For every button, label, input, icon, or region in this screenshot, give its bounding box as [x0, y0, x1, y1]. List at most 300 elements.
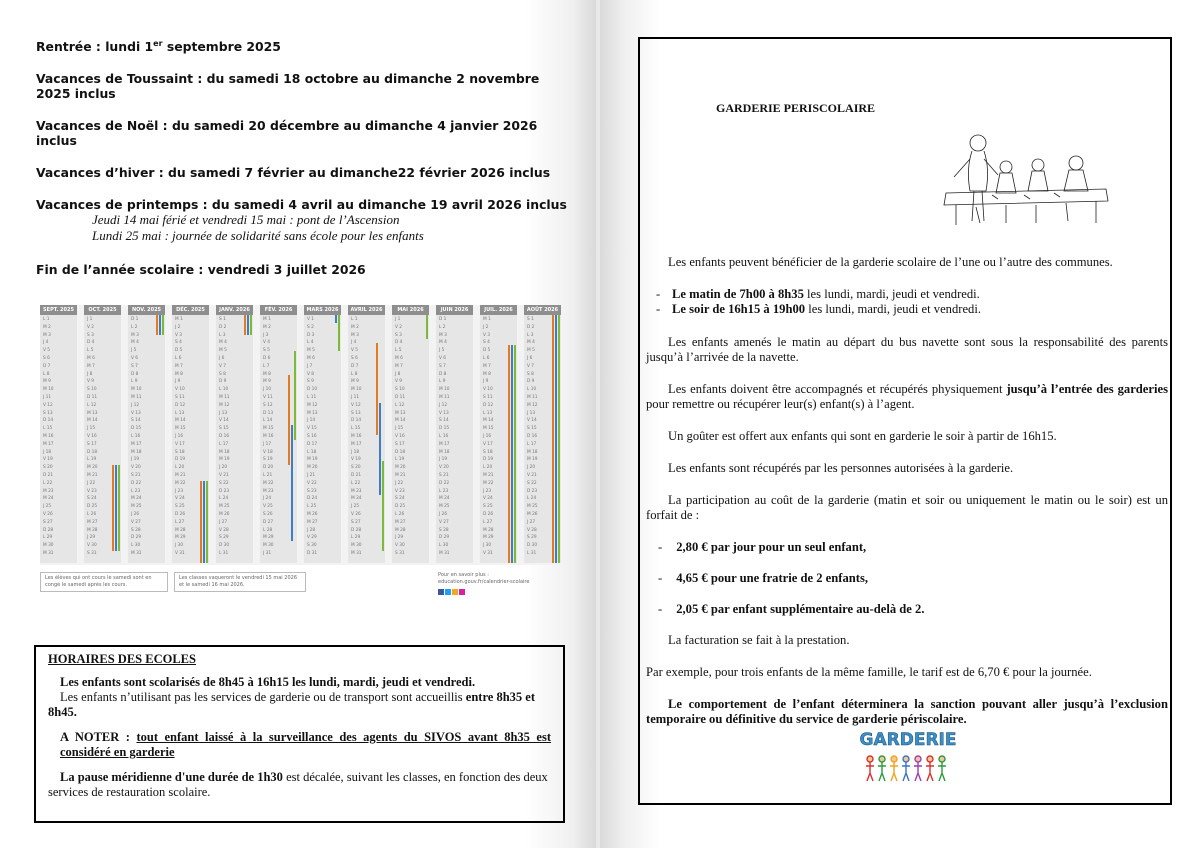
- calendar-day: L 14: [263, 418, 273, 424]
- calendar-day: M 2: [351, 324, 359, 330]
- calendar-day: S 31: [87, 551, 97, 556]
- calendar-month-header: JANV. 2026: [216, 305, 253, 315]
- calendar-day: L 30: [131, 543, 141, 549]
- calendar-day: J 29: [395, 535, 404, 541]
- garderie-participation: La participation au coût de la garderie (matin et soir ou uniquement le matin ou le soir) est un forfait de :: [646, 493, 1168, 522]
- calendar-day: V 21: [527, 473, 537, 478]
- calendar-day: M 13: [307, 410, 318, 416]
- calendar-month: [128, 305, 165, 563]
- calendar-day: S 31: [395, 551, 405, 556]
- calendar-day: J 27: [219, 519, 228, 525]
- garderie-recuperation: Les enfants sont récupérés par les personnes autorisées à la garderie.: [668, 461, 1014, 475]
- calendar-day: M 31: [131, 551, 142, 556]
- calendar-day: J 28: [307, 527, 316, 533]
- calendar-day: J 12: [131, 402, 140, 408]
- calendar-day: V 26: [43, 512, 53, 517]
- calendar-day: M 12: [307, 402, 318, 408]
- calendar-day: M 25: [131, 504, 142, 510]
- calendar-day: S 20: [351, 465, 361, 471]
- calendar-day: J 15: [395, 426, 404, 432]
- calendar-day: S 2: [307, 324, 314, 330]
- left-page: [0, 0, 596, 848]
- holiday-stripe: [203, 481, 205, 563]
- calendar-day: S 25: [483, 504, 493, 510]
- calendar-day: M 5: [527, 348, 535, 354]
- calendar-month-days: [304, 315, 341, 563]
- calendar-day: D 11: [87, 395, 98, 400]
- holiday-stripe: [244, 315, 246, 335]
- calendar-day: D 16: [219, 434, 230, 439]
- calendar-day: V 30: [395, 543, 405, 549]
- calendar-day: S 22: [527, 480, 537, 486]
- garderie-horaires-list: [646, 287, 1168, 317]
- calendar-day: L 9: [131, 379, 138, 385]
- calendar-day: M 28: [87, 527, 98, 533]
- calendar-day: V 9: [87, 379, 95, 385]
- calendar-day: S 8: [219, 371, 226, 377]
- calendar-day: S 10: [395, 387, 405, 393]
- holiday-stripe: [514, 345, 516, 563]
- calendar-day: L 11: [307, 395, 317, 400]
- holiday-stripe: [382, 461, 384, 551]
- calendar-day: M 16: [43, 434, 54, 439]
- calendar-day: S 19: [263, 457, 273, 463]
- calendar-day: V 31: [483, 551, 493, 556]
- calendar-day: D 19: [175, 457, 186, 463]
- school-dates: [36, 36, 576, 294]
- garderie-matin: - Le matin de 7h00 à 8h35 les lundi, mardi, jeudi et vendredi.: [672, 287, 1168, 302]
- calendar-day: M 1: [483, 317, 491, 322]
- calendar-day: V 31: [175, 551, 185, 556]
- calendar-day: J 13: [219, 410, 228, 416]
- calendar-day: M 29: [483, 535, 494, 541]
- calendar-day: V 18: [263, 449, 273, 455]
- calendar-day: L 1: [351, 317, 358, 322]
- calendar-month: [304, 305, 341, 563]
- calendar-day: M 24: [351, 496, 362, 502]
- calendar-day: V 15: [307, 426, 317, 432]
- calendar-day: S 24: [87, 496, 97, 502]
- calendar-day: J 2: [483, 324, 489, 330]
- calendar-day: M 4: [527, 340, 535, 346]
- calendar-day: V 3: [175, 332, 183, 338]
- calendar-day: M 8: [483, 371, 491, 377]
- calendar-day: M 10: [43, 387, 54, 393]
- holiday-stripe: [335, 315, 337, 323]
- holiday-stripe: [294, 351, 296, 440]
- calendar-month-days: [436, 315, 473, 563]
- calendar-day: D 2: [527, 324, 535, 330]
- garderie-soir: - Le soir de 16h15 à 19h00 les lundi, mardi, jeudi et vendredi.: [672, 302, 1168, 317]
- calendar-day: D 15: [439, 426, 450, 432]
- calendar-day: D 20: [263, 465, 274, 471]
- calendar-month: [216, 305, 253, 563]
- calendar-day: D 27: [263, 519, 274, 525]
- calendar-day: S 5: [263, 348, 270, 354]
- calendar-day: J 21: [307, 473, 316, 478]
- calendar-day: J 3: [263, 332, 269, 338]
- calendar-day: S 4: [175, 340, 182, 346]
- calendar-day: D 25: [395, 504, 406, 510]
- calendar-month: [260, 305, 297, 563]
- calendar-day: D 11: [395, 395, 406, 400]
- calendar-day: V 23: [395, 488, 405, 494]
- calendar-day: L 26: [395, 512, 405, 517]
- calendar-day: M 9: [351, 379, 359, 385]
- calendar-day: D 26: [483, 512, 494, 517]
- calendar-day: M 19: [307, 457, 318, 463]
- calendar-day: V 13: [131, 410, 141, 416]
- holiday-stripe: [426, 315, 428, 339]
- calendar-day: J 10: [263, 387, 272, 393]
- calendar-day: V 5: [43, 348, 51, 354]
- calendar-day: L 31: [527, 551, 537, 556]
- calendar-day: V 9: [395, 379, 403, 385]
- calendar-day: J 9: [175, 379, 181, 385]
- calendar-month-days: [260, 315, 297, 563]
- calendar-day: V 14: [219, 418, 229, 424]
- calendar-month-header: AVRIL 2026: [348, 305, 385, 315]
- calendar-day: M 14: [483, 418, 494, 424]
- calendar-day: J 23: [483, 488, 492, 494]
- calendar-day: M 21: [395, 473, 406, 478]
- calendar-day: V 24: [175, 496, 185, 502]
- calendar-day: M 18: [439, 449, 450, 455]
- holiday-stripe: [379, 403, 381, 495]
- calendar-day: J 8: [87, 371, 93, 377]
- printemps-line: Vacances de printemps : du samedi 4 avril au dimanche 19 avril 2026 inclus: [36, 197, 567, 213]
- calendar-day: M 17: [439, 441, 450, 447]
- calendar-day: V 29: [307, 535, 317, 541]
- calendar-day: J 15: [87, 426, 96, 432]
- calendar-month-header: SEPT. 2025: [40, 305, 77, 315]
- calendar-day: M 16: [351, 434, 362, 439]
- calendar-day: M 6: [87, 356, 95, 361]
- calendar-day: D 29: [131, 535, 142, 541]
- social-icons: [438, 589, 558, 598]
- calendar-day: L 3: [219, 332, 226, 338]
- calendar-day: M 3: [439, 332, 447, 338]
- calendar-day: M 17: [351, 441, 362, 447]
- calendar-day: J 20: [219, 465, 228, 471]
- holiday-stripe: [159, 315, 161, 335]
- calendar-day: S 27: [351, 519, 361, 525]
- calendar-day: M 22: [483, 480, 494, 486]
- garderie-intro: Les enfants peuvent bénéficier de la garderie scolaire de l’une ou l’autre des communes.: [668, 255, 1113, 269]
- calendar-day: L 22: [43, 480, 53, 486]
- calendar-day: L 8: [43, 371, 50, 377]
- calendar-day: S 11: [483, 395, 493, 400]
- calendar-day: L 7: [263, 363, 270, 369]
- facebook-icon: [438, 589, 444, 595]
- calendar-day: S 7: [439, 363, 446, 369]
- calendar-day: V 26: [351, 512, 361, 517]
- calendar-day: M 14: [87, 418, 98, 424]
- calendar-day: D 6: [263, 356, 271, 361]
- calendar-day: L 2: [439, 324, 446, 330]
- calendar-day: L 9: [439, 379, 446, 385]
- calendar-footer: [40, 572, 565, 598]
- horaires-title: HORAIRES DES ECOLES: [48, 652, 196, 666]
- holiday-stripe: [200, 481, 202, 563]
- calendar-day: J 2: [175, 324, 181, 330]
- calendar-day: L 19: [87, 457, 97, 463]
- calendar-day: M 3: [43, 332, 51, 338]
- calendar-day: S 18: [483, 449, 493, 455]
- calendar-day: D 21: [351, 473, 362, 478]
- calendar-day: V 27: [131, 519, 141, 525]
- calendar-day: L 1: [43, 317, 50, 322]
- calendar-day: V 13: [439, 410, 449, 416]
- calendar-day: L 18: [307, 449, 317, 455]
- garderie-box: [638, 37, 1172, 805]
- calendar-day: J 5: [439, 348, 445, 354]
- calendar-day: L 29: [43, 535, 53, 541]
- calendar-month-header: AOÛT 2026: [524, 305, 561, 315]
- calendar-day: M 18: [527, 449, 538, 455]
- calendar-day: S 13: [351, 410, 361, 416]
- calendar-day: M 11: [527, 395, 538, 400]
- calendar-day: S 3: [87, 332, 94, 338]
- calendar-day: L 23: [439, 488, 449, 494]
- calendar-day: J 30: [175, 543, 184, 549]
- calendar-day: M 23: [43, 488, 54, 494]
- calendar-day: J 1: [87, 317, 93, 322]
- calendar-day: L 13: [483, 410, 493, 416]
- garderie-exemple: Par exemple, pour trois enfants de la même famille, le tarif est de 6,70 € pour la journée.: [646, 665, 1092, 679]
- calendar-month-days: [524, 315, 561, 563]
- calendar-day: M 7: [483, 363, 491, 369]
- calendar-day: M 7: [87, 363, 95, 369]
- calendar-day: J 12: [439, 402, 448, 408]
- horaires-p2: A NOTER : tout enfant laissé à la surveillance des agents du SIVOS avant 8h35 est considéré en garderie: [60, 730, 552, 759]
- calendar-day: V 17: [483, 441, 493, 447]
- calendar-day: V 20: [131, 465, 141, 471]
- calendar-day: J 29: [87, 535, 96, 541]
- calendar-day: D 1: [439, 317, 447, 322]
- calendar-day: M 18: [131, 449, 142, 455]
- calendar-day: J 22: [395, 480, 404, 486]
- calendar-day: M 28: [483, 527, 494, 533]
- holiday-stripe: [555, 315, 557, 563]
- calendar-day: L 22: [351, 480, 361, 486]
- calendar-day: M 29: [263, 535, 274, 541]
- calendar-day: S 25: [175, 504, 185, 510]
- garderie-accompagnement: Les enfants doivent être accompagnés et récupérés physiquement jusqu’à l’entrée des garderies pour remettre ou récupérer leur(s) enfant(s) à l’agent.: [646, 382, 1168, 411]
- calendar-day: D 3: [307, 332, 315, 338]
- calendar-day: M 9: [43, 379, 51, 385]
- calendar-day: V 21: [219, 473, 229, 478]
- calendar-day: M 7: [395, 363, 403, 369]
- calendar-day: L 23: [131, 488, 141, 494]
- calendar-day: D 28: [351, 527, 362, 533]
- calendar-month-header: MAI 2026: [392, 305, 429, 315]
- garderie-title: GARDERIE PERISCOLAIRE: [716, 101, 876, 115]
- noel-line: Vacances de Noël : du samedi 20 décembre au dimanche 4 janvier 2026 inclus: [36, 118, 538, 149]
- calendar-day: S 15: [219, 426, 229, 432]
- fin-annee-line: Fin de l’année scolaire : vendredi 3 juillet 2026: [36, 262, 366, 278]
- calendar-day: D 5: [175, 348, 183, 354]
- tarif-2: - 4,65 € pour une fratrie de 2 enfants,: [658, 571, 869, 585]
- calendar-day: M 30: [351, 543, 362, 549]
- garderie-text: [646, 255, 1168, 744]
- calendar-day: S 20: [43, 465, 53, 471]
- twitter-icon: [445, 589, 451, 595]
- calendar-day: D 14: [351, 418, 362, 424]
- calendar-day: M 26: [219, 512, 230, 517]
- calendar-day: M 5: [307, 348, 315, 354]
- calendar-day: V 6: [439, 356, 447, 361]
- calendar-day: M 27: [307, 519, 318, 525]
- calendar-day: L 29: [351, 535, 361, 541]
- calendar-day: D 7: [351, 363, 359, 369]
- calendar-day: M 8: [175, 371, 183, 377]
- calendar-day: D 4: [87, 340, 95, 346]
- calendar-day: D 13: [263, 410, 274, 416]
- calendar-day: L 15: [351, 426, 361, 432]
- calendar-day: J 16: [483, 434, 492, 439]
- calendar-day: M 27: [395, 519, 406, 525]
- calendar-day: L 5: [87, 348, 94, 354]
- calendar-day: J 11: [43, 395, 52, 400]
- calendar-day: S 24: [395, 496, 405, 502]
- calendar-day: L 24: [219, 496, 229, 502]
- calendar-day: J 1: [395, 317, 401, 322]
- calendar-day: V 7: [219, 363, 227, 369]
- instagram-icon: [459, 589, 465, 595]
- calendar-day: D 31: [307, 551, 318, 556]
- calendar-day: J 6: [527, 356, 533, 361]
- calendar-day: D 23: [527, 488, 538, 494]
- calendar-day: D 29: [439, 535, 450, 541]
- calendar-day: J 25: [351, 504, 360, 510]
- calendar-day: S 8: [527, 371, 534, 377]
- calendar-day: M 7: [175, 363, 183, 369]
- calendar-month: [40, 305, 77, 563]
- calendar-day: L 10: [219, 387, 229, 393]
- holiday-stripe: [206, 481, 208, 563]
- calendar-day: J 9: [483, 379, 489, 385]
- calendar-day: M 13: [87, 410, 98, 416]
- calendar-day: L 21: [263, 473, 273, 478]
- calendar-day: S 17: [87, 441, 97, 447]
- calendar-day: V 2: [87, 324, 95, 330]
- calendar-month: [172, 305, 209, 563]
- calendar-day: V 16: [395, 434, 405, 439]
- calendar-day: M 3: [131, 332, 139, 338]
- calendar-day: V 10: [175, 387, 185, 393]
- calendar-day: D 5: [483, 348, 491, 354]
- garderie-facturation: La facturation se fait à la prestation.: [668, 633, 850, 647]
- calendar-day: V 11: [263, 395, 273, 400]
- calendar-day: D 21: [43, 473, 54, 478]
- calendar-day: M 31: [43, 551, 54, 556]
- calendar-day: J 14: [307, 418, 316, 424]
- calendar-day: M 8: [263, 371, 271, 377]
- calendar-day: S 14: [131, 418, 141, 424]
- calendar-day: L 17: [219, 441, 229, 447]
- calendar-day: D 15: [131, 426, 142, 432]
- ascension-note: Jeudi 14 mai férié et vendredi 15 mai : pont de l’Ascension: [92, 212, 400, 228]
- calendar-day: M 26: [307, 512, 318, 517]
- calendar-day: S 1: [527, 317, 534, 322]
- calendar-day: M 10: [351, 387, 362, 393]
- calendar-day: V 5: [351, 348, 359, 354]
- calendar-day: J 26: [131, 512, 140, 517]
- calendar-day: M 31: [351, 551, 362, 556]
- calendar-day: D 25: [87, 504, 98, 510]
- calendar-day: M 28: [175, 527, 186, 533]
- toussaint-line: Vacances de Toussaint : du samedi 18 octobre au dimanche 2 novembre 2025 inclus: [36, 71, 540, 102]
- calendar-day: M 24: [131, 496, 142, 502]
- calendar-day: J 18: [351, 449, 360, 455]
- calendar-day: D 30: [219, 543, 230, 549]
- calendar-day: J 24: [263, 496, 272, 502]
- calendar-day: J 8: [395, 371, 401, 377]
- calendar-day: V 19: [43, 457, 53, 463]
- calendar-day: M 25: [439, 504, 450, 510]
- horaires-box: [34, 645, 565, 823]
- holiday-stripe: [508, 345, 510, 563]
- calendar-day: M 14: [395, 418, 406, 424]
- calendar-day: M 20: [87, 465, 98, 471]
- calendar-day: L 30: [439, 543, 449, 549]
- calendar-day: S 6: [351, 356, 358, 361]
- calendar-day: V 20: [439, 465, 449, 471]
- calendar-day: V 28: [527, 527, 537, 533]
- calendar-day: M 22: [175, 480, 186, 486]
- calendar-day: D 4: [395, 340, 403, 346]
- calendar-day: S 28: [131, 527, 141, 533]
- calendar-day: M 16: [263, 434, 274, 439]
- calendar-month: [84, 305, 121, 563]
- calendar-note-right: Pour en savoir plus : education.gouv.fr/calendrier-scolaire: [438, 572, 558, 598]
- calendar-day: L 27: [483, 519, 493, 525]
- calendar-day: J 23: [175, 488, 184, 494]
- holiday-stripe: [115, 465, 117, 551]
- calendar-month-header: JUIL. 2026: [480, 305, 517, 315]
- calendar-day: M 25: [527, 504, 538, 510]
- calendar-day: D 19: [483, 457, 494, 463]
- calendar-day: L 15: [43, 426, 53, 432]
- calendar-month: [392, 305, 429, 563]
- calendar-day: V 17: [175, 441, 185, 447]
- calendar-day: J 5: [131, 348, 137, 354]
- calendar-day: S 27: [43, 519, 53, 525]
- calendar-day: M 17: [131, 441, 142, 447]
- calendar-day: M 20: [307, 465, 318, 471]
- calendar-day: M 6: [307, 356, 315, 361]
- holiday-stripe: [558, 315, 560, 563]
- calendar-day: M 2: [43, 324, 51, 330]
- calendar-day: J 22: [87, 480, 96, 486]
- calendar-month-days: [84, 315, 121, 563]
- holiday-stripe: [376, 343, 378, 435]
- calendar-day: D 9: [527, 379, 535, 385]
- calendar-month: [348, 305, 385, 563]
- calendar-day: S 29: [527, 535, 537, 541]
- calendar-day: M 23: [263, 488, 274, 494]
- calendar-day: V 3: [483, 332, 491, 338]
- calendar-day: M 25: [219, 504, 230, 510]
- calendar-day: L 25: [307, 504, 317, 510]
- calendar-day: V 27: [439, 519, 449, 525]
- calendar-day: D 28: [43, 527, 54, 533]
- calendar-day: L 17: [527, 441, 537, 447]
- calendar-day: D 8: [131, 371, 139, 377]
- calendar-day: D 7: [43, 363, 51, 369]
- holiday-stripe: [156, 315, 158, 335]
